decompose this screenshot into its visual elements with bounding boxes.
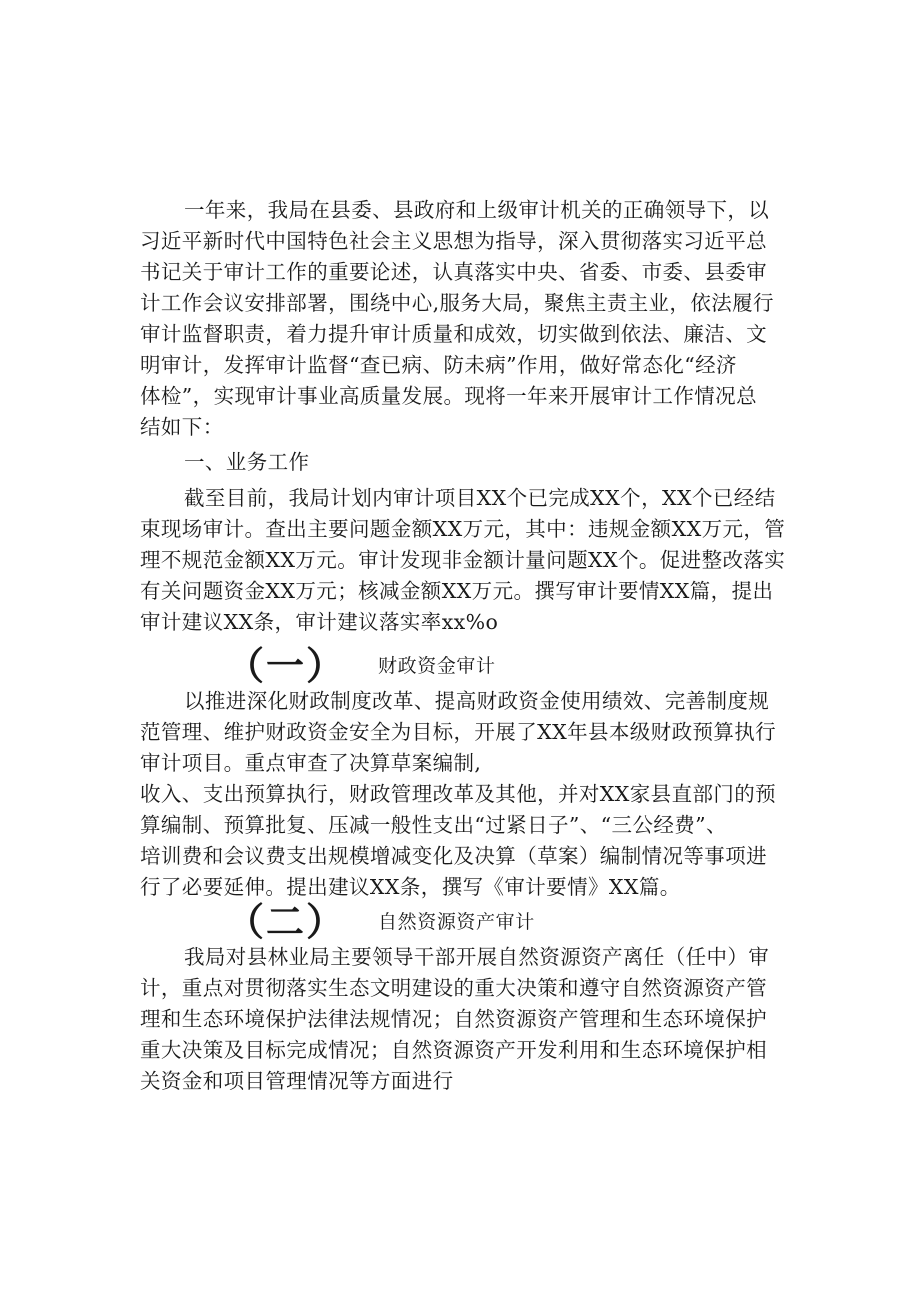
intro-line-6: 明审计，发挥审计监督“查已病、防未病”作用，做好常态化“经济 [140,353,737,377]
intro-line-1: 一年来，我局在县委、县政府和上级审计机关的正确领导下，以 [184,198,770,222]
section-heading-business: 一、业务工作 [184,450,310,474]
sub1-line-7: 行了必要延伸。提出建议XX条，撰写《审计要情》XX篇。 [140,875,681,899]
sub2-line-5: 关资金和项目管理情况等方面进行 [140,1069,454,1093]
subheading-number: （一） [226,644,347,688]
intro-line-4: 计工作会议安排部署，围绕中心,服务大局，聚焦主责主业，依法履行 [140,291,774,315]
sub1-line-6: 培训费和会议费支出规模增减变化及决算（草案）编制情况等事项进 [140,844,767,868]
sub2-line-4: 重大决策及目标完成情况；自然资源资产开发利用和生态环境保护相 [140,1038,767,1062]
intro-line-8: 结如下： [140,415,224,439]
intro-line-3: 书记关于审计工作的重要论述，认真落实中央、省委、市委、县委审 [140,260,767,284]
subheading-number: （二） [226,900,347,944]
sub1-line-3: 审计项目。重点审查了决算草案编制, [140,751,482,775]
sub2-line-2: 计，重点对贯彻落实生态文明建设的重大决策和遵守自然资源资产管 [140,976,767,1000]
intro-line-7: 体检”，实现审计事业高质量发展。现将一年来开展审计工作情况总 [140,384,757,408]
subheading-fiscal-audit [226,644,496,688]
sub2-line-1: 我局对县林业局主要领导干部开展自然资源资产离任（任中）审 [184,945,770,969]
subheading-title: 自然资源资产审计 [378,911,535,933]
intro-line-2: 习近平新时代中国特色社会主义思想为指导，深入贯彻落实习近平总 [140,229,767,253]
section1-line-1: 截至目前，我局计划内审计项目XX个已完成XX个，XX个已经结 [184,486,776,510]
sub1-line-4: 收入、支出预算执行，财政管理改革及其他，并对XX家县直部门的预 [140,782,777,806]
section1-line-5: 审计建议XX条，审计建议落实率xx%o [140,610,499,634]
subheading-natural-resource-audit [226,900,535,944]
sub1-line-2: 范管理、维护财政资金安全为目标，开展了XX年县本级财政预算执行 [140,720,777,744]
section1-line-2: 束现场审计。查出主要问题金额XX万元，其中：违规金额XX万元，管 [140,517,786,541]
section1-line-3: 理不规范金额XX万元。审计发现非金额计量问题XX个。促进整改落实 [140,548,786,572]
intro-line-5: 审计监督职责，着力提升审计质量和成效，切实做到依法、廉洁、文 [140,322,767,346]
sub1-line-5: 算编制、预算批复、压减一般性支出“过紧日子”、“三公经费”、 [140,813,727,837]
section1-line-4: 有关问题资金XX万元；核减金额XX万元。撰写审计要情XX篇，提出 [140,579,774,603]
sub2-line-3: 理和生态环境保护法律法规情况；自然资源资产管理和生态环境保护 [140,1007,767,1031]
subheading-title: 财政资金审计 [378,655,496,677]
sub1-line-1: 以推进深化财政制度改革、提高财政资金使用绩效、完善制度规 [184,689,770,713]
